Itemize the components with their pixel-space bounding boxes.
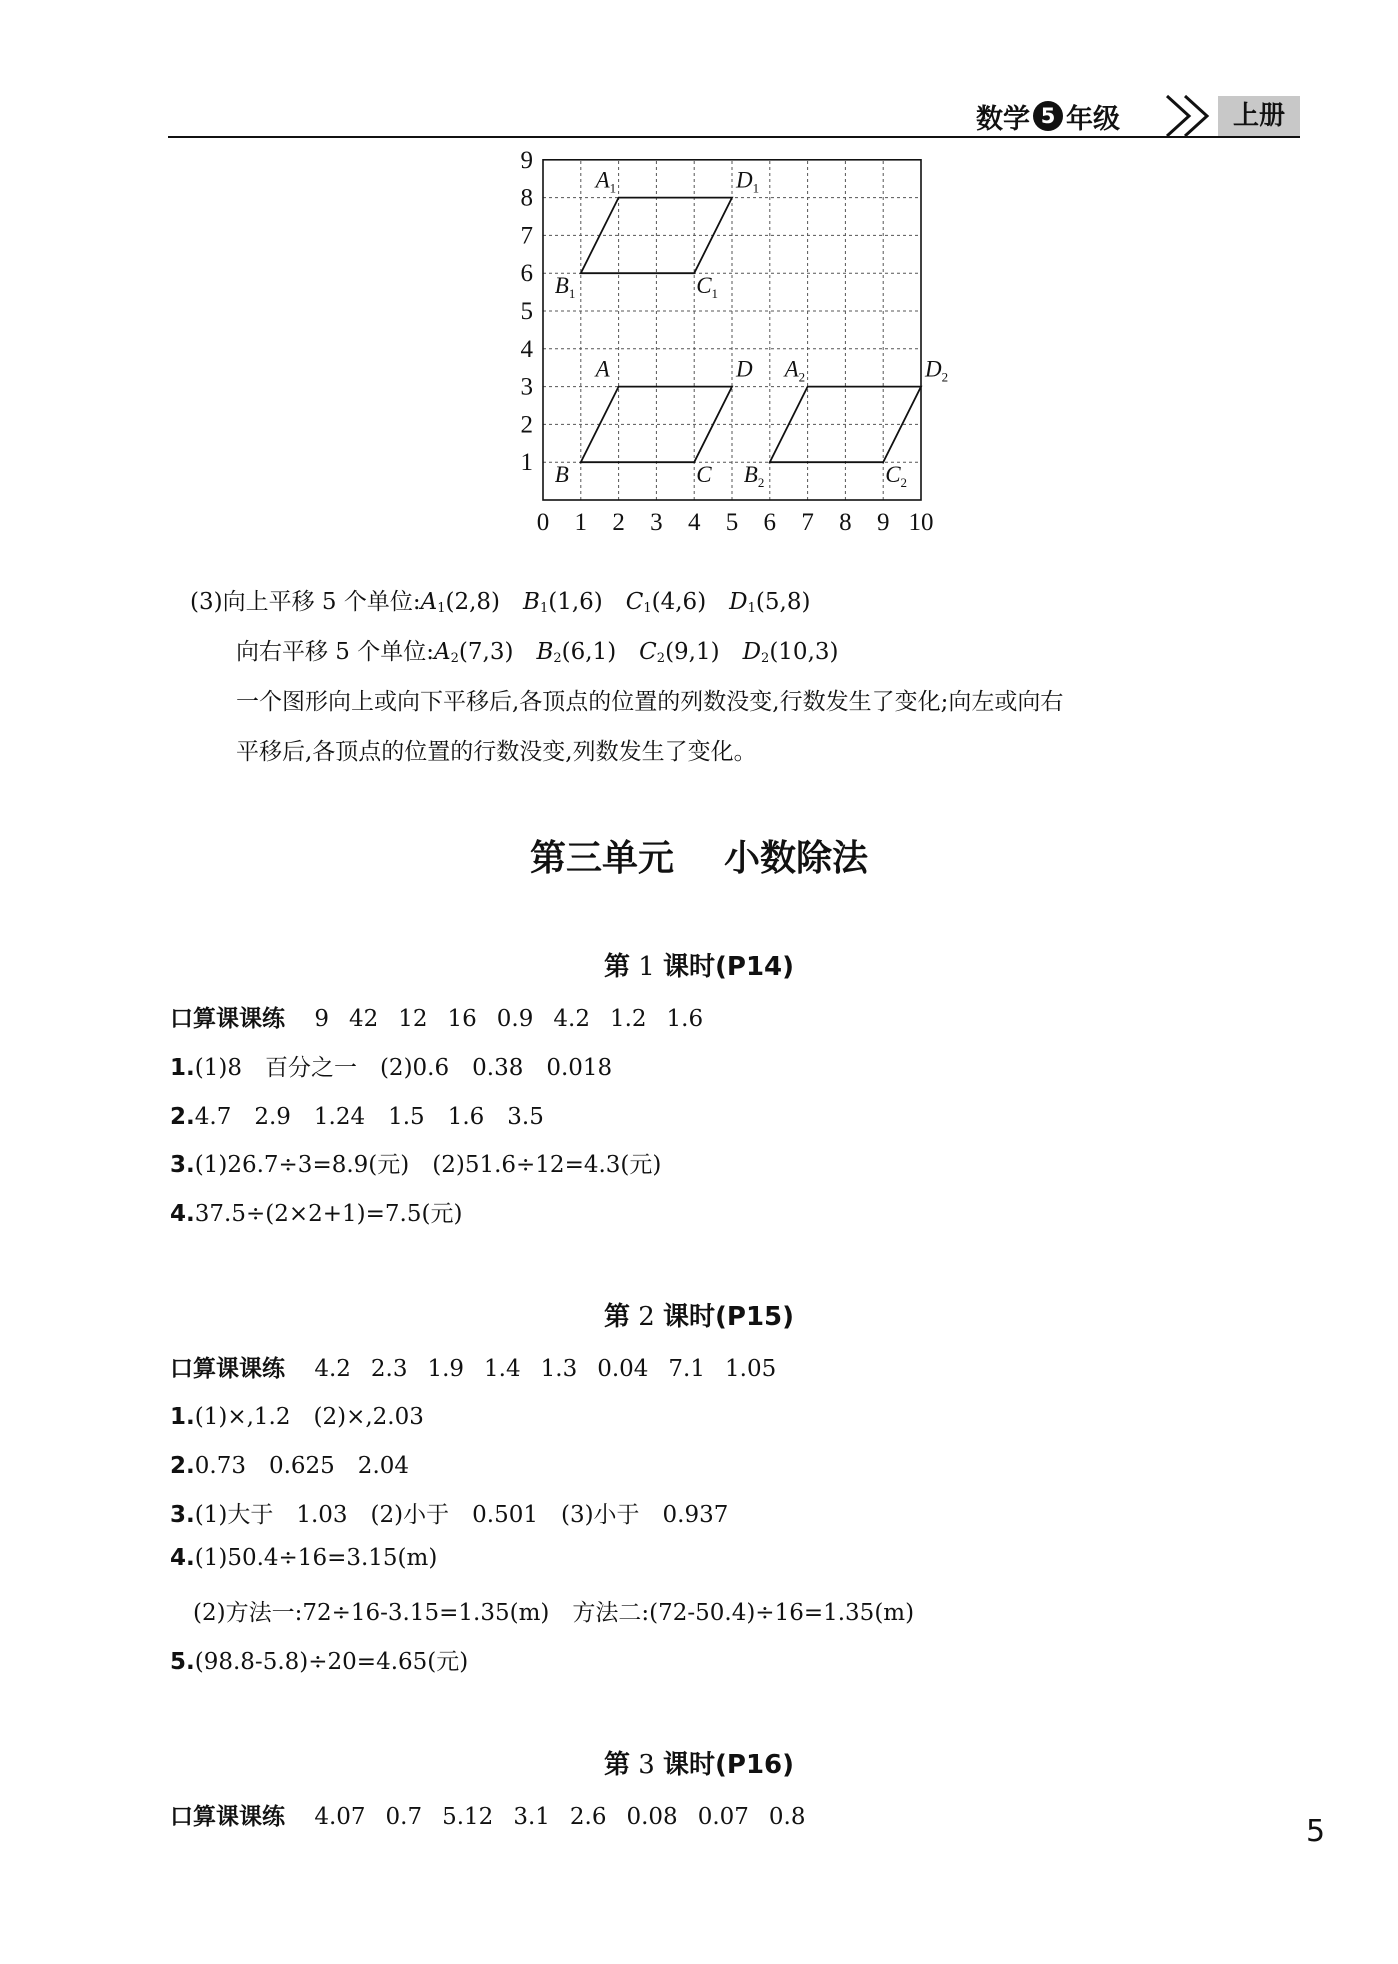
b2-letter: B — [536, 639, 554, 665]
d2-letter: D — [742, 639, 762, 665]
vertex-label: A — [595, 356, 610, 382]
x-tick-label: 1 — [574, 509, 588, 536]
lesson2-oral-value: 7.1 — [668, 1356, 705, 1382]
lesson1-oral-value: 0.9 — [496, 1006, 534, 1032]
y-tick-label: 5 — [520, 298, 533, 325]
lesson2-title-b: 课时(P15) — [663, 1302, 795, 1332]
x-tick-label: 3 — [650, 509, 663, 536]
vertex-label: $A_2$ — [784, 356, 806, 385]
lesson3-num: 3 — [638, 1750, 655, 1780]
item-text: (1)8 百分之一 (2)0.6 0.38 0.018 — [194, 1055, 613, 1081]
vertex-label: $A_1$ — [595, 167, 617, 196]
answer3-line2 — [236, 636, 839, 675]
vertex-label: B — [554, 462, 569, 488]
lesson3-oral-value: 4.07 — [314, 1804, 366, 1830]
item-number: 3. — [170, 1502, 195, 1528]
answer3-line2-prefix: 向右平移 5 个单位: — [236, 639, 435, 665]
x-tick-label: 7 — [801, 509, 814, 536]
d1-sub: 1 — [747, 601, 756, 616]
lesson3-oral-value: 3.1 — [513, 1804, 550, 1830]
y-tick-label: 6 — [520, 260, 533, 288]
x-tick-label: 5 — [725, 509, 739, 536]
lesson2-oral-value: 1.4 — [484, 1356, 521, 1382]
vertex-label: $C_1$ — [696, 273, 719, 302]
subject-text: 数学 — [976, 103, 1030, 135]
x-tick-label: 2 — [612, 509, 625, 536]
item-text: (2)方法一:72÷16-3.15=1.35(m) 方法二:(72-50.4)÷16=1.35(m) — [170, 1600, 915, 1626]
lesson3-oral-value: 5.12 — [442, 1804, 494, 1830]
vertex-label: $D_1$ — [736, 167, 760, 196]
lesson3-oral — [170, 1798, 826, 1831]
item-text: (1)50.4÷16=3.15(m) — [194, 1545, 438, 1571]
y-tick-label: 7 — [520, 222, 533, 250]
b1-letter: B — [523, 589, 540, 615]
lesson1-oral-value: 16 — [447, 1006, 477, 1032]
answer3-line1 — [190, 586, 810, 625]
coordinate-grid-figure — [505, 146, 975, 580]
lesson1-title-a: 第 — [603, 952, 630, 982]
lesson1-oral — [170, 1000, 723, 1033]
lesson3-oral-label: 口算课课练 — [170, 1804, 285, 1830]
item-text: (98.8-5.8)÷20=4.65(元) — [194, 1649, 469, 1675]
item-number: 2. — [170, 1104, 195, 1130]
grade-suffix-text: 年级 — [1066, 103, 1120, 135]
lesson2-title-a: 第 — [603, 1302, 630, 1332]
lesson2-num: 2 — [638, 1302, 655, 1332]
header-subject — [976, 96, 1120, 136]
x-tick-label: 8 — [839, 509, 852, 536]
lesson1-oral-value: 1.2 — [609, 1006, 647, 1032]
lesson1-oral-value: 9 — [314, 1006, 329, 1032]
a2-letter: A — [434, 639, 451, 665]
answer3-line3: 一个图形向上或向下平移后,各顶点的位置的列数没变,行数发生了变化;向左或向右 — [236, 689, 1064, 715]
lesson2-oral-value: 0.04 — [597, 1356, 649, 1382]
item-number: 5. — [170, 1649, 195, 1675]
item-text: 0.73 0.625 2.04 — [194, 1453, 410, 1479]
lesson3-oral-value: 0.08 — [626, 1804, 678, 1830]
vertex-label: $C_2$ — [885, 462, 908, 491]
lesson2-oral-label: 口算课课练 — [170, 1356, 285, 1382]
a1-coord: (2,8) — [445, 589, 501, 615]
b1-sub: 1 — [539, 601, 549, 616]
d2-sub: 2 — [761, 651, 770, 666]
lesson1-oral-label: 口算课课练 — [170, 1006, 285, 1032]
x-tick-label: 10 — [908, 509, 934, 536]
d2-coord: (10,3) — [769, 639, 839, 665]
vertex-label: $B_1$ — [554, 273, 576, 302]
lesson3-oral-value: 0.07 — [697, 1804, 749, 1830]
vertex-label: $D_2$ — [925, 356, 949, 385]
item-text: (1)大于 1.03 (2)小于 0.501 (3)小于 0.937 — [194, 1502, 729, 1528]
vertex-label: C — [696, 462, 712, 488]
lesson3-oral-value: 0.8 — [768, 1804, 806, 1830]
lesson1-oral-value: 1.6 — [666, 1006, 704, 1032]
header-volume: 上册 — [1218, 96, 1300, 136]
c2-sub: 2 — [656, 651, 666, 666]
answer3-line4: 平移后,各顶点的位置的行数没变,列数发生了变化。 — [236, 739, 757, 765]
lesson1-item-1 — [170, 1049, 612, 1082]
lesson2-oral-value: 1.3 — [540, 1356, 578, 1382]
header-rule — [168, 136, 1300, 138]
x-tick-label: 0 — [536, 509, 550, 536]
d1-coord: (5,8) — [755, 589, 811, 615]
c1-coord: (4,6) — [651, 589, 707, 615]
lesson2-oral-value: 4.2 — [314, 1356, 351, 1382]
b1-coord: (1,6) — [548, 589, 603, 615]
x-tick-label: 4 — [687, 509, 701, 536]
lesson1-oral-value: 42 — [348, 1006, 379, 1032]
y-tick-label: 4 — [520, 335, 533, 363]
y-tick-label: 3 — [520, 373, 533, 401]
y-tick-label: 8 — [520, 184, 533, 212]
item-text: 37.5÷(2×2+1)=7.5(元) — [194, 1201, 463, 1227]
lesson1-num: 1 — [638, 952, 655, 982]
lesson2-item-3 — [170, 1496, 728, 1529]
lesson2-item-5 — [170, 1643, 468, 1676]
grade-number-badge: 5 — [1033, 101, 1063, 131]
lesson1-item-2 — [170, 1098, 544, 1131]
item-number: 1. — [170, 1055, 195, 1081]
lesson3-title — [0, 1744, 1398, 1781]
lesson1-oral-value: 4.2 — [553, 1006, 590, 1032]
item-number: 4. — [170, 1201, 195, 1227]
c2-coord: (9,1) — [665, 639, 720, 665]
lesson1-item-4 — [170, 1195, 462, 1228]
item-number: 2. — [170, 1453, 195, 1479]
answer3-line1-prefix: (3)向上平移 5 个单位: — [190, 589, 421, 615]
lesson2-title — [0, 1296, 1398, 1333]
lesson2-item-1 — [170, 1398, 424, 1431]
y-tick-label: 9 — [520, 146, 533, 174]
a2-coord: (7,3) — [458, 639, 514, 665]
page-header — [168, 96, 1300, 138]
unit-title-name: 小数除法 — [724, 838, 869, 879]
lesson2-item-4-2 — [170, 1594, 914, 1627]
lesson1-title-b: 课时(P14) — [663, 952, 795, 982]
lesson1-oral-value: 12 — [398, 1006, 428, 1032]
lesson1-item-3 — [170, 1146, 661, 1179]
vertex-label: D — [736, 356, 753, 382]
lesson3-oral-value: 0.7 — [385, 1804, 423, 1830]
b2-sub: 2 — [553, 651, 562, 666]
unit-title — [0, 830, 1398, 881]
lesson1-title — [0, 946, 1398, 983]
b2-coord: (6,1) — [561, 639, 617, 665]
x-tick-label: 9 — [876, 509, 890, 536]
lesson3-oral-value: 2.6 — [569, 1804, 607, 1830]
lesson2-oral — [170, 1350, 796, 1383]
item-text: (1)26.7÷3=8.9(元) (2)51.6÷12=4.3(元) — [194, 1152, 662, 1178]
y-tick-label: 1 — [520, 449, 533, 477]
page-number: 5 — [1306, 1814, 1326, 1849]
c1-sub: 1 — [643, 601, 652, 616]
y-tick-label: 2 — [520, 411, 533, 439]
c2-letter: C — [639, 639, 657, 665]
unit-title-number: 第三单元 — [529, 838, 674, 879]
item-number: 3. — [170, 1152, 195, 1178]
d1-letter: D — [729, 589, 748, 615]
vertex-label: $B_2$ — [743, 462, 765, 491]
lesson3-title-b: 课时(P16) — [663, 1750, 795, 1780]
double-chevron-icon — [1163, 90, 1221, 138]
a1-sub: 1 — [437, 601, 446, 616]
item-text: 4.7 2.9 1.24 1.5 1.6 3.5 — [194, 1104, 544, 1130]
lesson2-oral-value: 1.9 — [427, 1356, 465, 1382]
a1-letter: A — [420, 589, 438, 615]
a2-sub: 2 — [450, 651, 459, 666]
lesson2-oral-value: 2.3 — [370, 1356, 408, 1382]
c1-letter: C — [625, 589, 644, 615]
item-number: 1. — [170, 1404, 195, 1430]
item-number: 4. — [170, 1545, 195, 1571]
item-text: (1)×,1.2 (2)×,2.03 — [194, 1404, 424, 1430]
x-tick-label: 6 — [763, 509, 777, 536]
lesson2-oral-value: 1.05 — [725, 1356, 777, 1382]
lesson2-item-4 — [170, 1545, 437, 1571]
lesson2-item-2 — [170, 1447, 409, 1480]
lesson3-title-a: 第 — [603, 1750, 630, 1780]
